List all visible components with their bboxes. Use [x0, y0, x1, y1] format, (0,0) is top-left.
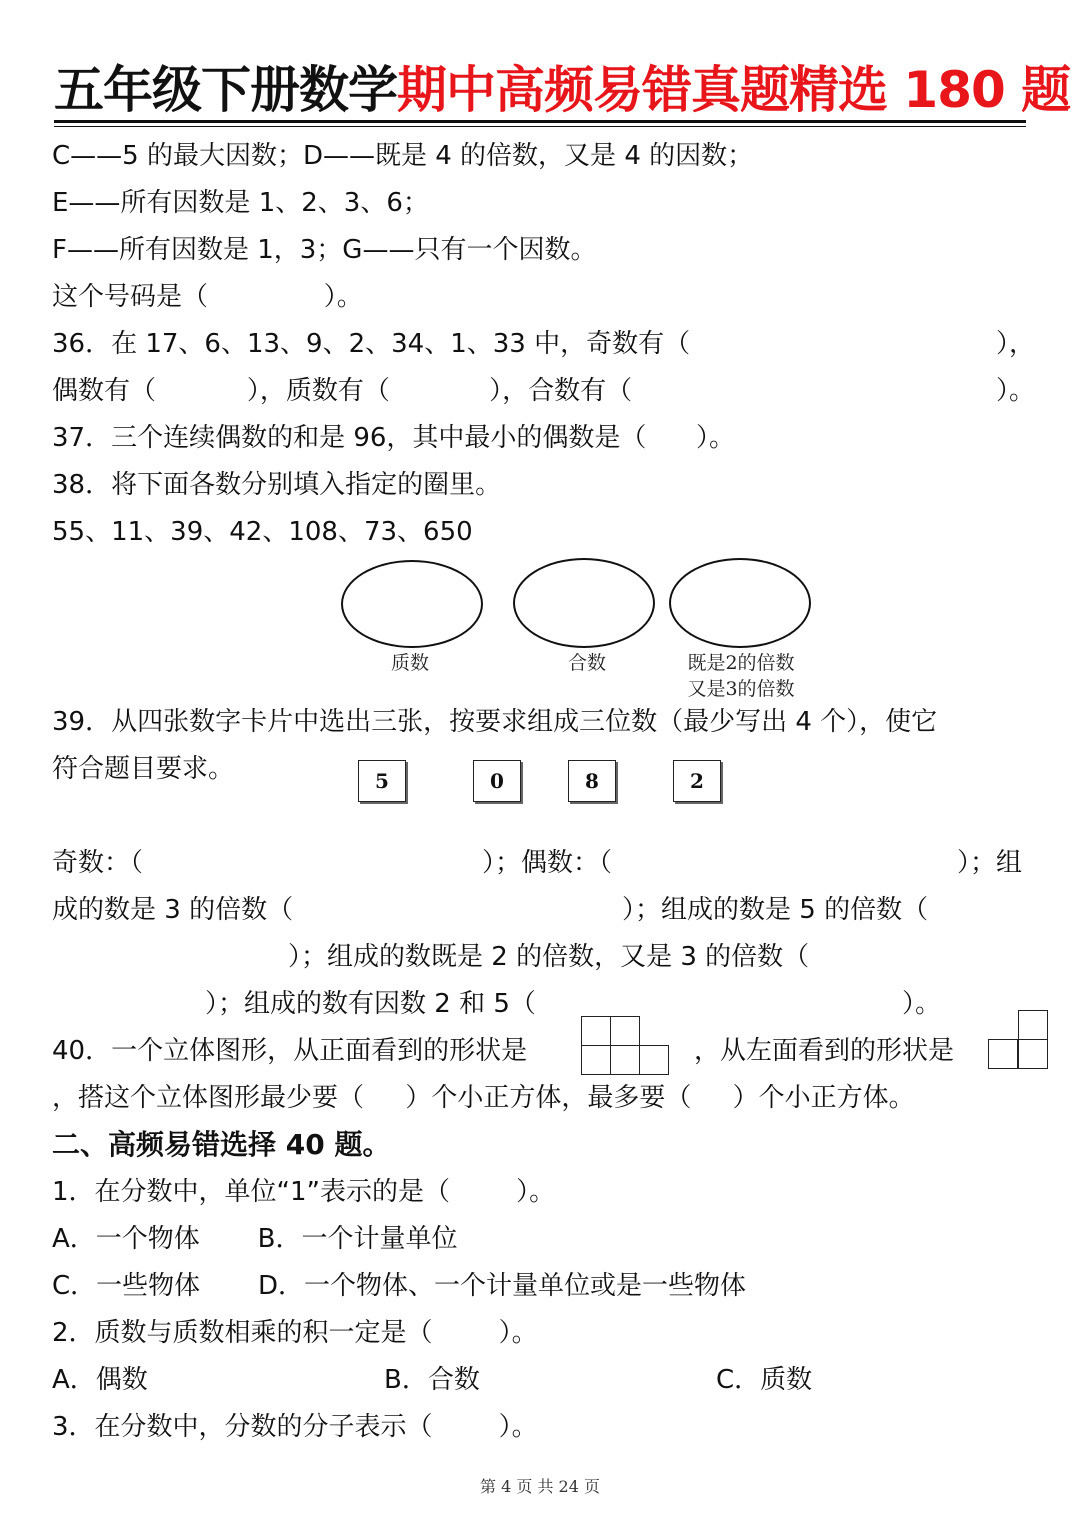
text-line: 成的数是 3 的倍数（ [52, 895, 294, 925]
choice-question-1: 1．在分数中，单位“1”表示的是（ ）。 [52, 1177, 556, 1207]
q39-segment: ）；组 [957, 848, 1023, 878]
cube-square [1018, 1010, 1048, 1040]
cube-square [610, 1016, 640, 1046]
cube-square [581, 1045, 611, 1075]
text-line: 符合题目要求。 [52, 754, 235, 784]
front-view-figure [581, 1016, 671, 1076]
title-rule-thin [54, 126, 1026, 127]
text-line: C——5 的最大因数；D——既是 4 的倍数，又是 4 的因数； [52, 141, 754, 171]
oval-prime [341, 560, 483, 648]
text-line: 偶数有（ ），质数有（ ），合数有（ [52, 376, 633, 406]
oval-label-composite: 合数 [567, 652, 606, 674]
oval-label-multiple-2: 又是3的倍数 [687, 678, 795, 700]
title-black: 五年级下册数学 [54, 61, 397, 119]
oval-label-prime: 质数 [390, 652, 429, 674]
q39-segment: ）；偶数：（ [482, 848, 613, 878]
title-red: 期中高频易错真题精选 180 题 [397, 61, 1071, 119]
oval-composite [513, 558, 655, 648]
question-39: 39．从四张数字卡片中选出三张，按要求组成三位数（最少写出 4 个），使它 [52, 707, 938, 737]
number-card: 0 [473, 760, 521, 802]
choice-options: A．一个物体 B．一个计量单位 [52, 1224, 458, 1254]
text-line: 这个号码是（ ）。 [52, 282, 363, 312]
number-card: 8 [568, 760, 616, 802]
text-line: ，搭这个立体图形最少要（ ）个小正方体，最多要（ ）个小正方体。 [52, 1083, 915, 1113]
cube-square [1018, 1039, 1048, 1069]
q39-segment: ）。 [902, 989, 942, 1019]
page-title [54, 58, 1071, 122]
question-40: 40．一个立体图形，从正面看到的形状是 [52, 1036, 528, 1066]
number-list: 55、11、39、42、108、73、650 [52, 517, 473, 547]
text-line: E——所有因数是 1、2、3、6； [52, 188, 429, 218]
text-line: F——所有因数是 1，3；G——只有一个因数。 [52, 235, 597, 265]
cube-square [639, 1045, 669, 1075]
choice-question-2: 2．质数与质数相乘的积一定是（ ）。 [52, 1318, 538, 1348]
page-footer: 第 4 页 共 24 页 [480, 1477, 600, 1496]
cube-square [581, 1016, 611, 1046]
question-38: 38．将下面各数分别填入指定的圈里。 [52, 470, 502, 500]
q39-segment: ）；组成的数有因数 2 和 5（ [205, 989, 536, 1019]
oval-multiple-2-3 [669, 558, 811, 648]
question-36: 36．在 17、6、13、9、2、34、1、33 中，奇数有（ [52, 329, 691, 359]
question-37: 37．三个连续偶数的和是 96，其中最小的偶数是（ ）。 [52, 423, 736, 453]
choice-options: C．一些物体 D．一个物体、一个计量单位或是一些物体 [52, 1271, 747, 1301]
number-card: 5 [358, 760, 406, 802]
q36-bracket-end: ）。 [996, 376, 1036, 406]
text-segment: ，从左面看到的形状是 [694, 1036, 955, 1066]
choice-option-a: A．偶数 [52, 1365, 148, 1395]
q39-segment: ）；组成的数是 5 的倍数（ [622, 895, 929, 925]
choice-question-3: 3．在分数中，分数的分子表示（ ）。 [52, 1412, 538, 1442]
q36-bracket-end: ）， [996, 329, 1036, 359]
oval-label-multiple-1: 既是2的倍数 [687, 652, 795, 674]
choice-option-b: B．合数 [384, 1365, 480, 1395]
cube-square [610, 1045, 640, 1075]
q39-segment: ）；组成的数既是 2 的倍数，又是 3 的倍数（ [288, 942, 810, 972]
choice-option-c: C．质数 [716, 1365, 813, 1395]
text-line: 奇数：（ [52, 848, 144, 878]
left-view-figure [988, 1010, 1050, 1072]
cube-square [988, 1039, 1018, 1069]
title-rule-thick [54, 120, 1026, 123]
section-heading: 二、高频易错选择 40 题。 [52, 1128, 391, 1161]
number-card: 2 [673, 760, 721, 802]
